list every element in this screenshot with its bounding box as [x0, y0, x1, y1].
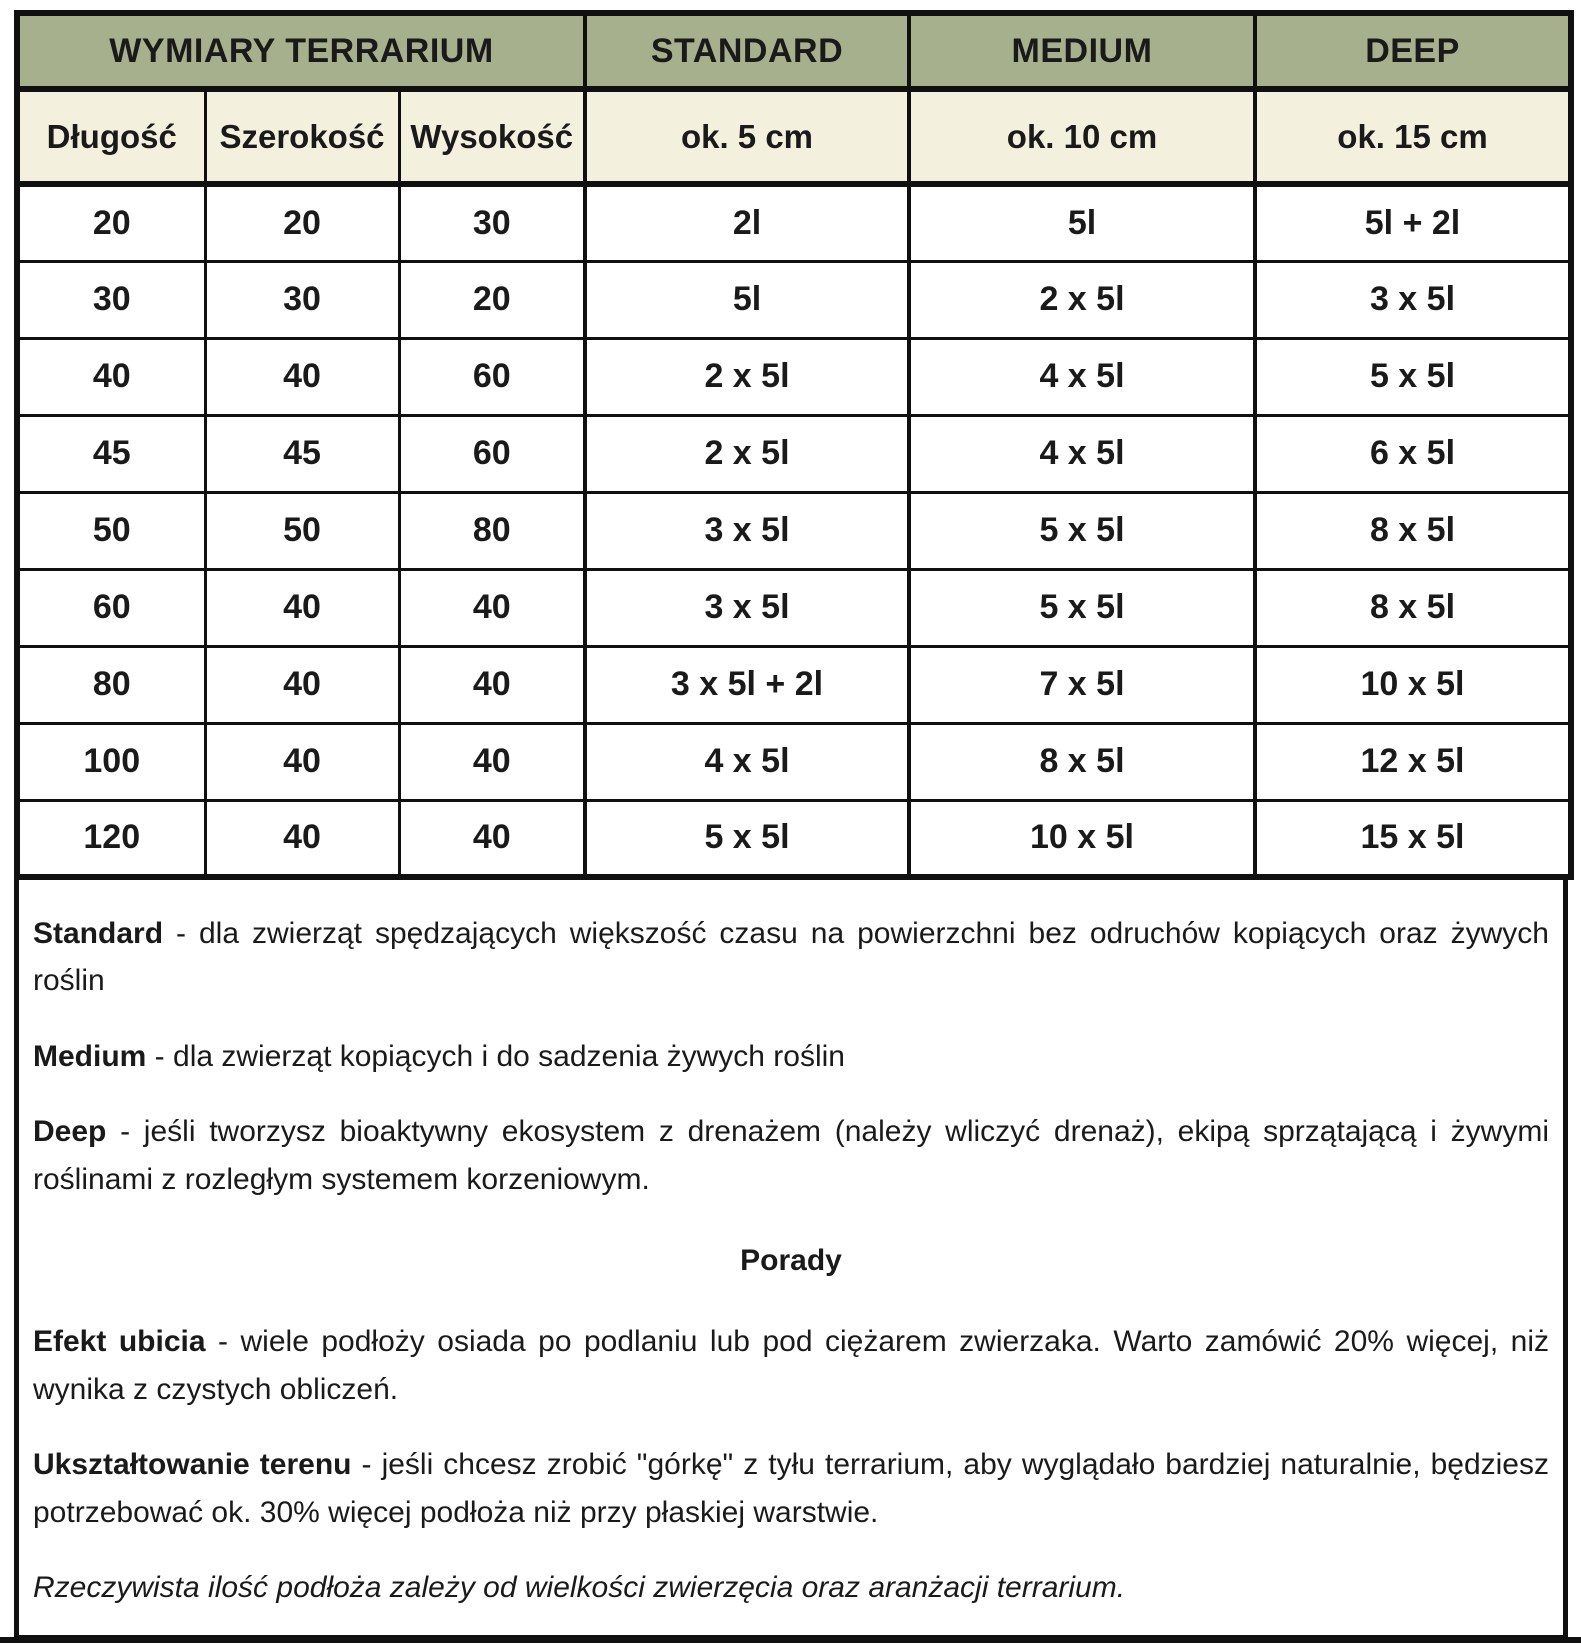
cell-medium: 4 x 5l — [909, 338, 1255, 415]
cell-standard: 2 x 5l — [585, 415, 909, 492]
cell-deep: 6 x 5l — [1255, 415, 1571, 492]
cell-height: 60 — [399, 415, 585, 492]
cell-standard: 3 x 5l — [585, 492, 909, 569]
subheader-ok-15cm: ok. 15 cm — [1255, 89, 1571, 184]
cell-length: 80 — [17, 646, 205, 723]
cell-height: 40 — [399, 646, 585, 723]
cell-width: 50 — [205, 492, 399, 569]
cell-height: 40 — [399, 723, 585, 800]
cell-height: 40 — [399, 800, 585, 877]
cell-medium: 4 x 5l — [909, 415, 1255, 492]
bottom-rule — [0, 1637, 1581, 1643]
table-row — [17, 184, 1571, 261]
cell-length: 50 — [17, 492, 205, 569]
note-medium-term: Medium — [33, 1039, 147, 1073]
note-standard-text: - dla zwierząt spędzających większość czasu na powierzchni bez odruchów kopiących oraz żywych roślin — [33, 917, 1549, 998]
table-row — [17, 646, 1571, 723]
note-medium — [33, 1033, 1549, 1080]
header-standard: STANDARD — [585, 13, 909, 89]
table-row — [17, 261, 1571, 338]
cell-standard: 5l — [585, 261, 909, 338]
note-efekt-ubicia — [33, 1318, 1549, 1413]
cell-standard: 3 x 5l + 2l — [585, 646, 909, 723]
cell-deep: 3 x 5l — [1255, 261, 1571, 338]
notes-section — [14, 880, 1568, 1640]
note-teren-text: - jeśli chcesz zrobić "górkę" z tyłu terrarium, aby wyglądało bardziej naturalnie, będziesz potrzebować ok. 30% więcej podłoża niż przy płaskiej warstwie. — [33, 1448, 1549, 1529]
cell-standard: 4 x 5l — [585, 723, 909, 800]
cell-deep: 5l + 2l — [1255, 184, 1571, 261]
subheader-ok-10cm: ok. 10 cm — [909, 89, 1255, 184]
cell-height: 40 — [399, 569, 585, 646]
cell-height: 80 — [399, 492, 585, 569]
header-deep: DEEP — [1255, 13, 1571, 89]
porady-heading: Porady — [740, 1243, 842, 1277]
table-row — [17, 800, 1571, 877]
cell-height: 60 — [399, 338, 585, 415]
subheader-dlugosc: Długość — [17, 89, 205, 184]
header-wymiary-terrarium: WYMIARY TERRARIUM — [17, 13, 585, 89]
subheader-ok-5cm: ok. 5 cm — [585, 89, 909, 184]
sub-header-row — [17, 89, 1571, 184]
cell-length: 100 — [17, 723, 205, 800]
cell-length: 45 — [17, 415, 205, 492]
note-efekt-term: Efekt ubicia — [33, 1325, 206, 1359]
terrarium-substrate-table — [14, 10, 1574, 880]
cell-width: 45 — [205, 415, 399, 492]
table-row — [17, 415, 1571, 492]
cell-deep: 10 x 5l — [1255, 646, 1571, 723]
cell-length: 20 — [17, 184, 205, 261]
cell-height: 30 — [399, 184, 585, 261]
subheader-szerokosc: Szerokość — [205, 89, 399, 184]
cell-width: 40 — [205, 338, 399, 415]
cell-width: 40 — [205, 569, 399, 646]
cell-standard: 2 x 5l — [585, 338, 909, 415]
cell-medium: 5 x 5l — [909, 492, 1255, 569]
cell-medium: 5 x 5l — [909, 569, 1255, 646]
cell-deep: 12 x 5l — [1255, 723, 1571, 800]
cell-standard: 2l — [585, 184, 909, 261]
group-header-row — [17, 13, 1571, 89]
note-teren-term: Ukształtowanie terenu — [33, 1448, 352, 1482]
note-standard — [33, 910, 1549, 1005]
cell-medium: 2 x 5l — [909, 261, 1255, 338]
cell-medium: 10 x 5l — [909, 800, 1255, 877]
note-standard-term: Standard — [33, 917, 164, 950]
cell-medium: 7 x 5l — [909, 646, 1255, 723]
note-deep-text: - jeśli tworzysz bioaktywny ekosystem z drenażem (należy wliczyć drenaż), ekipą sprzątającą i żywymi roślinami z rozległym systemem korzeniowym. — [33, 1115, 1549, 1196]
cell-length: 120 — [17, 800, 205, 877]
table-row — [17, 338, 1571, 415]
cell-deep: 5 x 5l — [1255, 338, 1571, 415]
substrate-guide-page — [14, 10, 1568, 1640]
note-deep-term: Deep — [33, 1115, 107, 1149]
cell-deep: 8 x 5l — [1255, 569, 1571, 646]
cell-width: 40 — [205, 723, 399, 800]
cell-standard: 5 x 5l — [585, 800, 909, 877]
note-efekt-text: - wiele podłoży osiada po podlaniu lub pod ciężarem zwierzaka. Warto zamówić 20% więcej, niż wynika z czystych obliczeń. — [33, 1325, 1549, 1406]
table-row — [17, 723, 1571, 800]
header-medium: MEDIUM — [909, 13, 1255, 89]
note-uksztaltowanie — [33, 1441, 1549, 1536]
cell-medium: 5l — [909, 184, 1255, 261]
cell-width: 30 — [205, 261, 399, 338]
note-medium-text: - dla zwierząt kopiących i do sadzenia żywych roślin — [146, 1039, 845, 1073]
cell-deep: 15 x 5l — [1255, 800, 1571, 877]
cell-width: 20 — [205, 184, 399, 261]
cell-length: 30 — [17, 261, 205, 338]
cell-medium: 8 x 5l — [909, 723, 1255, 800]
cell-length: 40 — [17, 338, 205, 415]
cell-width: 40 — [205, 800, 399, 877]
cell-length: 60 — [17, 569, 205, 646]
subheader-wysokosc: Wysokość — [399, 89, 585, 184]
note-deep — [33, 1108, 1549, 1203]
footer-disclaimer: Rzeczywista ilość podłoża zależy od wielkości zwierzęcia oraz aranżacji terrarium. — [33, 1570, 1126, 1604]
cell-deep: 8 x 5l — [1255, 492, 1571, 569]
table-row — [17, 492, 1571, 569]
cell-standard: 3 x 5l — [585, 569, 909, 646]
table-row — [17, 569, 1571, 646]
cell-width: 40 — [205, 646, 399, 723]
cell-height: 20 — [399, 261, 585, 338]
